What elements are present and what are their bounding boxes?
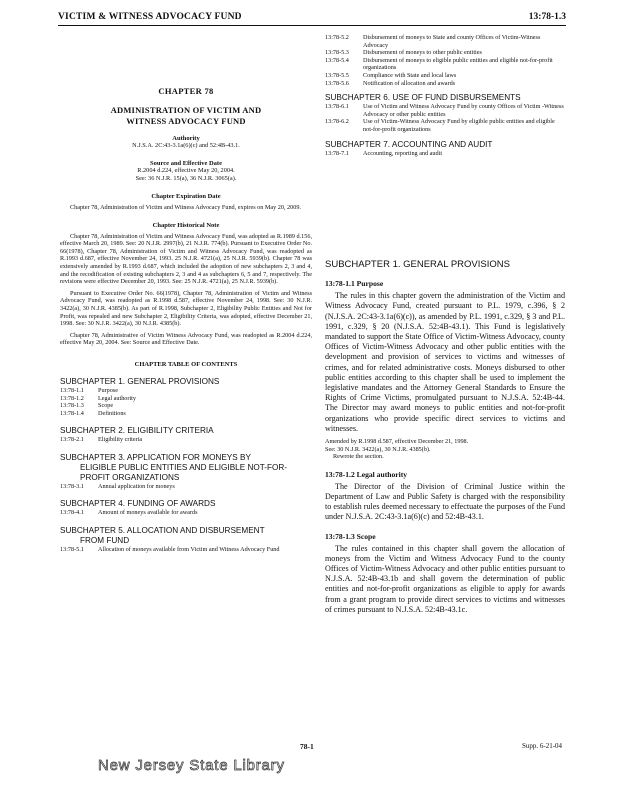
toc-entry[interactable] (60, 483, 312, 491)
library-stamp: New Jersey State Library (98, 757, 285, 774)
toc-entry[interactable] (325, 80, 565, 88)
toc-entry-text: Disbursement of moneys to State and county Offices of Victim-Witness Advocacy (363, 34, 541, 49)
chapter-number: CHAPTER 78 (158, 86, 214, 96)
toc-subchapter-title[interactable] (60, 526, 312, 546)
amendment-line-3: Rewrote the section. (333, 453, 384, 461)
toc-entry-text: Legal authority (98, 394, 136, 402)
toc-subchapter-title[interactable] (60, 453, 312, 483)
toc-entry-number: 13:78-6.1 (325, 103, 349, 111)
toc-entry-text: Purpose (98, 386, 118, 394)
amendment-note (325, 438, 565, 461)
toc-entry-number: 13:78-5.1 (60, 546, 84, 554)
toc-entry-text: Amount of moneys available for awards (98, 509, 198, 517)
supplement-date: Supp. 6-21-04 (522, 742, 563, 750)
section-1-1-text: The rules in this chapter govern the administration of the Victim and Witness Advocacy Fund, created pursuant to P.L. 1979, c.396, § 2 (N.J.S.A. 2C:43-3.1a(6)(c)), as amended by P.L. 1991, c.329, § 3 and P.L. 1991, c.329, § 20 (N.J.S.A. 52:4B-43.1). This Fund is legislatively mandated to support the State Office of Victim-Witness Advocacy, county Offices of Victim-Witness Advocacy and other public entities with the development and provision of services to victims and witnesses of crimes, and for related administrative costs. Moneys disbursed to other public entities according to this chapter shall be used to implement the legislative mandates and the Attorney General Standards to Ensure the Rights of Crime Victims, promulgated pursuant to N.J.S.A. 52:4B-44. The Director may award moneys to public entities and not-for-profit organizations who provide specific direct services to victims and witnesses. (325, 291, 565, 433)
toc-entry-text: Disbursement of moneys to eligible public entities and eligible not-for-profit organizations (363, 56, 553, 72)
subchapter-1-heading: SUBCHAPTER 1. GENERAL PROVISIONS (325, 259, 510, 271)
authority-text: N.J.S.A. 2C:43-3.1a(6)(c) and 52:4B-43.1. (132, 142, 240, 149)
toc-entry[interactable] (60, 402, 312, 410)
amendment-line-2: See: 30 N.J.R. 3422(a), 30 N.J.R. 4385(b). (325, 445, 431, 453)
toc-heading: CHAPTER TABLE OF CONTENTS (134, 360, 238, 368)
expiration-heading: Chapter Expiration Date (151, 193, 221, 200)
toc-subchapter-title-continuation: ELIGIBLE PUBLIC ENTITIES AND ELIGIBLE NOT-FOR-PROFIT ORGANIZATIONS (80, 462, 288, 482)
toc-entry[interactable] (60, 509, 312, 517)
toc-entry-text: Annual application for moneys (98, 482, 175, 490)
toc-entry-number: 13:78-3.1 (60, 482, 84, 490)
section-1-2-text: The Director of the Division of Criminal Justice within the Department of Law and Public Safety is charged with the responsibility to establish rules deemed necessary to effectuate the purposes of the Fund under N.J.S.A. 2C:43-3.1a(6)(c) and 52:4B-43.1. (325, 481, 565, 522)
toc-entry[interactable] (60, 410, 312, 418)
section-1-1-title: 13:78-1.1 Purpose (325, 279, 384, 289)
toc-subchapter-6-items (325, 103, 565, 133)
toc-entry-number: 13:78-7.1 (325, 149, 349, 157)
toc-subchapter-title-text: SUBCHAPTER 2. ELIGIBILITY CRITERIA (60, 426, 214, 436)
toc-entry-number: 13:78-5.6 (325, 79, 349, 87)
toc-entry[interactable] (325, 57, 565, 72)
toc-subchapter-title-text: SUBCHAPTER 1. GENERAL PROVISIONS (60, 376, 220, 386)
toc-subchapter-7-items (325, 150, 565, 158)
historical-note-heading: Chapter Historical Note (152, 221, 220, 229)
historical-note-paragraph-3: Chapter 78, Administrative of Victim Witness Advocacy Fund, was readopted as R.2004 d.224, effective May 20, 2004. See: Source and Effective Date. (60, 331, 312, 347)
right-column (325, 34, 565, 615)
toc-entry-text: Accounting, reporting and audit (363, 149, 443, 157)
toc-entry-text: Eligibility criteria (98, 436, 143, 444)
toc-entry-number: 13:78-1.1 (60, 386, 84, 394)
toc-entry-text: Scope (98, 402, 114, 410)
toc-entry[interactable] (325, 118, 565, 133)
toc-entry[interactable] (325, 103, 565, 118)
toc-entry[interactable] (325, 49, 565, 57)
toc-entry[interactable] (60, 395, 312, 403)
toc-entry-number: 13:78-2.1 (60, 436, 84, 444)
toc-entry-number: 13:78-5.5 (325, 71, 349, 79)
source-heading: Source and Effective Date (150, 160, 222, 167)
toc-subchapter-title[interactable] (60, 426, 312, 436)
toc-entry[interactable] (60, 387, 312, 395)
expiration-text: Chapter 78, Administration of Victim and Witness Advocacy Fund, expires on May 20, 2009. (70, 204, 301, 211)
toc-entry-number: 13:78-5.3 (325, 49, 349, 57)
toc-subchapter-5-items (325, 34, 565, 87)
toc-entry-number: 13:78-5.2 (325, 34, 349, 41)
toc-entry-text: Compliance with State and local laws (363, 71, 457, 79)
toc-entry-number: 13:78-1.3 (60, 402, 84, 410)
toc-entry-text: Use of Victim and Witness Advocacy Fund by county Offices of Victim -Witness Advocacy or other public entities (363, 103, 564, 118)
page-number: 78-1 (300, 742, 314, 751)
toc-entry-number: 13:78-1.4 (60, 409, 84, 417)
toc-entry[interactable] (60, 436, 312, 444)
toc-entry[interactable] (60, 546, 312, 554)
toc-subchapter-title-text: SUBCHAPTER 3. APPLICATION FOR MONEYS BY (60, 452, 251, 462)
source-line-1: R.2004 d.224, effective May 20, 2004. (137, 167, 235, 174)
toc-subchapter-title[interactable] (60, 377, 312, 387)
amendment-line-1: Amended by R.1998 d.587, effective December 21, 1998. (325, 437, 469, 445)
toc-entry-number: 13:78-6.2 (325, 118, 349, 126)
toc-entry[interactable] (325, 72, 565, 80)
toc-entry-text: Definitions (98, 409, 126, 417)
toc-subchapter-title[interactable] (60, 499, 312, 509)
toc-subchapter-title-text: SUBCHAPTER 5. ALLOCATION AND DISBURSEMENT (60, 526, 265, 536)
toc-entry-number: 13:78-5.4 (325, 56, 349, 64)
chapter-title (60, 105, 312, 127)
toc-subchapter-7-title[interactable]: SUBCHAPTER 7. ACCOUNTING AND AUDIT (325, 139, 493, 149)
toc-subchapter-6-title[interactable]: SUBCHAPTER 6. USE OF FUND DISBURSEMENTS (325, 93, 521, 103)
historical-note-paragraph-1: Chapter 78, Administration of Victim and Witness Advocacy Fund, was adopted as R.1989 d.156, effective March 20, 1989. See: 20 N.J.R. 2997(b), 21 N.J.R. 774(b). Pursuant to Executive Order No. 66(1978), Chapter 78, Administration of Victim and Witness Advocacy Fund, was readopted as R.1993 d.687, effective November 24, 1993. 25 N.J.R. 4721(a), 25 N.J.R. 5939(b). Chapter 78 was extensively amended by R.1993 d.687, which included the adoption of new subchapters 2, 3 and 4, and the recodification of existing subchapters 2, 3 and 4 as subchapters 6, 5 and 7, respectively. The revisions were effective December 20, 1993. See: 25 N.J.R. 4721(a), 25 N.J.R. 5939(b). (60, 232, 312, 286)
header-title: VICTIM & WITNESS ADVOCACY FUND (58, 12, 242, 22)
toc-list (60, 377, 312, 554)
chapter-title-line-1: ADMINISTRATION OF VICTIM AND (110, 105, 262, 115)
toc-entry[interactable] (325, 34, 565, 49)
historical-note-paragraph-2: Pursuant to Executive Order No. 66(1978), Chapter 78, Administration of Victim and Witness Advocacy Fund, was readopted as R.1998 d.587, effective November 24, 1998. See: 30 N.J.R. 3422(a), 30 N.J.R. 4385(b). As part of R.1998, Subchapter 2, Eligibility Public Entities and Not for Profit, was repealed and new Subchapter 2, Eligibility Criteria, was adopted, effective December 21, 1998. See: 30 N.J.R. 3422(a), 30 N.J.R. 4385(b). (60, 289, 312, 328)
section-1-2-title: 13:78-1.2 Legal authority (325, 469, 408, 479)
toc-entry-number: 13:78-1.2 (60, 394, 84, 402)
toc-entry-text: Notification of allocation and awards (363, 79, 456, 87)
toc-entry-text: Use of Victim-Witness Advocacy Fund by eligible public entities and eligible not-for-profit organizations (363, 118, 555, 133)
toc-entry-number: 13:78-4.1 (60, 509, 84, 517)
section-1-3-text: The rules contained in this chapter shall govern the allocation of moneys from the Victim and Witness Advocacy Fund to the county Offices of Victim-Witness Advocacy and other public entities pursuant to N.J.S.A. 52:4B-43.1b and shall govern the determination of public entities and not-for-profit organizations as eligible to apply for awards from a grant program to provide direct services to victims and witnesses of crimes pursuant to N.J.S.A. 52:4B-43.1c. (325, 543, 565, 614)
toc-subchapter-title-text: SUBCHAPTER 4. FUNDING OF AWARDS (60, 499, 216, 509)
toc-subchapter-title-continuation: FROM FUND (80, 536, 130, 546)
toc-entry-text: Disbursement of moneys to other public entities (363, 49, 482, 57)
chapter-title-line-2: WITNESS ADVOCACY FUND (126, 116, 246, 126)
left-column (60, 34, 312, 554)
section-1-3-title: 13:78-1.3 Scope (325, 531, 376, 541)
toc-entry[interactable] (325, 150, 565, 158)
header-section-number: 13:78-1.3 (528, 12, 566, 22)
toc-entry-text: Allocation of moneys available from Victim and Witness Advocacy Fund (98, 546, 280, 554)
authority-heading: Authority (172, 135, 200, 142)
running-header (58, 12, 566, 26)
source-line-2: See: 36 N.J.R. 15(a), 36 N.J.R. 3065(a). (135, 175, 237, 182)
